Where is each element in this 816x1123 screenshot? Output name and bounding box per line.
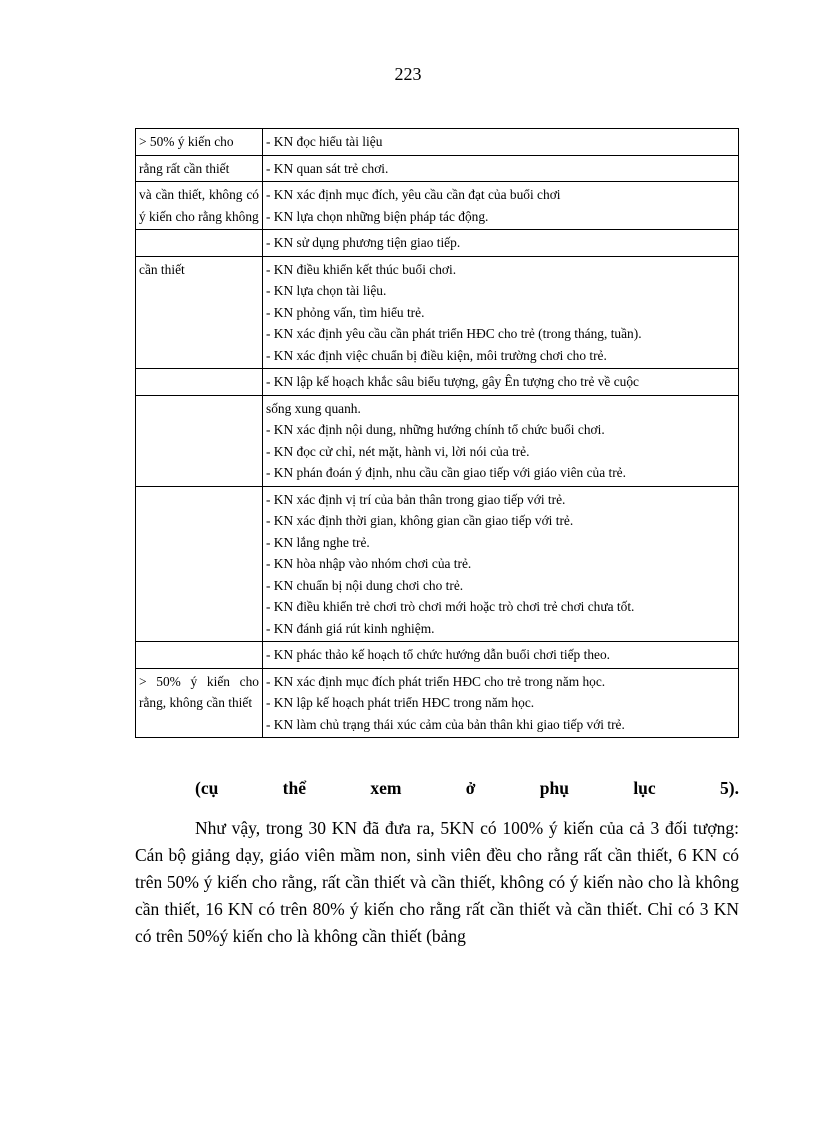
skills-cell [263,642,739,669]
skill-item: - KN chuẩn bị nội dung chơi cho trẻ. [266,577,464,593]
skill-item: - KN xác định mục đích, yêu cầu cần đạt của buổi chơi [266,187,561,202]
skill-item: - KN quan sát trẻ chơi. [266,160,389,176]
table-row [136,395,739,486]
skill-item: - KN lập kế hoạch khắc sâu biểu tượng, gây Ên tượng cho trẻ về cuộc [266,374,639,389]
skills-cell [263,668,739,738]
skill-item: - KN điều khiển kết thúc buổi chơi. [266,261,457,277]
table-row [136,129,739,156]
skill-item: - KN lựa chọn những biện pháp tác động. [266,208,489,224]
skills-table [135,128,739,738]
fragment-word: 5). [720,778,739,798]
fragment-word: lục [633,778,656,798]
table-row [136,230,739,257]
skill-item: - KN sử dụng phương tiện giao tiếp. [266,235,461,250]
opinion-cell: cần thiết [136,256,263,369]
skill-item: - KN lập kế hoạch phát triển HĐC trong năm học. [266,695,535,710]
skills-cell [263,395,739,486]
fragment-word: ở [465,778,476,798]
skill-item: - KN đọc hiểu tài liệu [266,134,383,149]
skill-item: - KN lựa chọn tài liệu. [266,283,387,298]
fragment-word: phụ [539,778,569,798]
skill-item: - KN đọc cử chỉ, nét mặt, hành vi, lời nói của trẻ. [266,443,530,459]
opinion-cell [136,369,263,396]
skill-item: - KN xác định yêu cầu cần phát triển HĐC cho trẻ (trong tháng, tuần). [266,326,642,341]
opinion-cell: rằng rất cần thiết [136,155,263,182]
table-row [136,642,739,669]
skills-cell [263,182,739,230]
skill-item: - KN xác định việc chuẩn bị điều kiện, môi trường chơi cho trẻ. [266,347,607,363]
table-row [136,155,739,182]
opinion-cell [136,486,263,642]
reference-fragment [135,778,739,799]
table-row [136,182,739,230]
opinion-cell [136,642,263,669]
skills-cell [263,155,739,182]
table-row [136,486,739,642]
skill-item: - KN làm chủ trạng thái xúc cảm của bản thân khi giao tiếp với trẻ. [266,716,625,732]
skill-item: - KN hòa nhập vào nhóm chơi của trẻ. [266,556,472,571]
skills-cell [263,369,739,396]
skills-cell [263,230,739,257]
skill-item: - KN xác định vị trí của bản thân trong giao tiếp với trẻ. [266,491,566,507]
skill-item: - KN phác thảo kế hoạch tổ chức hướng dẫn buổi chơi tiếp theo. [266,647,611,662]
skill-item: - KN xác định nội dung, những hướng chính tổ chức buổi chơi. [266,422,605,437]
table-row [136,256,739,369]
opinion-cell [136,230,263,257]
fragment-word: (cụ [195,778,219,798]
page-number: 223 [394,64,422,84]
opinion-cell: > 50% ý kiến cho [136,129,263,156]
opinion-cell [136,395,263,486]
skill-item: sống xung quanh. [266,400,361,416]
skills-cell [263,129,739,156]
skill-item: - KN xác định mục đích phát triển HĐC cho trẻ trong năm học. [266,673,606,689]
opinion-cell: > 50% ý kiến cho rằng, không cần thiết [136,668,263,738]
skill-item: - KN xác định thời gian, không gian cần giao tiếp với trẻ. [266,513,574,528]
skills-cell [263,486,739,642]
skill-item: - KN lắng nghe trẻ. [266,534,370,550]
table-row [136,668,739,738]
skill-item: - KN đánh giá rút kinh nghiệm. [266,620,435,636]
skill-item: - KN phỏng vấn, tìm hiểu trẻ. [266,304,425,320]
table-row [136,369,739,396]
skills-cell [263,256,739,369]
fragment-word: thể [282,778,306,798]
skill-item: - KN phán đoán ý định, nhu cầu cần giao tiếp với giáo viên của trẻ. [266,465,626,480]
opinion-cell: và cần thiết, không có ý kiến cho rằng không [136,182,263,230]
skills-table-body [136,129,739,738]
fragment-word: xem [370,778,402,798]
summary-paragraph: Như vậy, trong 30 KN đã đưa ra, 5KN có 100% ý kiến của cả 3 đối tượng: Cán bộ giảng dạy, giáo viên mầm non, sinh viên đều cho rằng rất cần thiết, 6 KN có trên 50% ý kiến cho rằng, rất cần thiết và cần thiết, không có ý kiến nào cho là không cần thiết, 16 KN có trên 80% ý kiến cho rằng rất cần thiết và cần thiết. Chỉ có 3 KN có trên 50%ý kiến cho là không cần thiết (bảng [135,818,739,946]
skill-item: - KN điều khiển trẻ chơi trò chơi mới hoặc trò chơi trẻ chơi chưa tốt. [266,599,635,614]
